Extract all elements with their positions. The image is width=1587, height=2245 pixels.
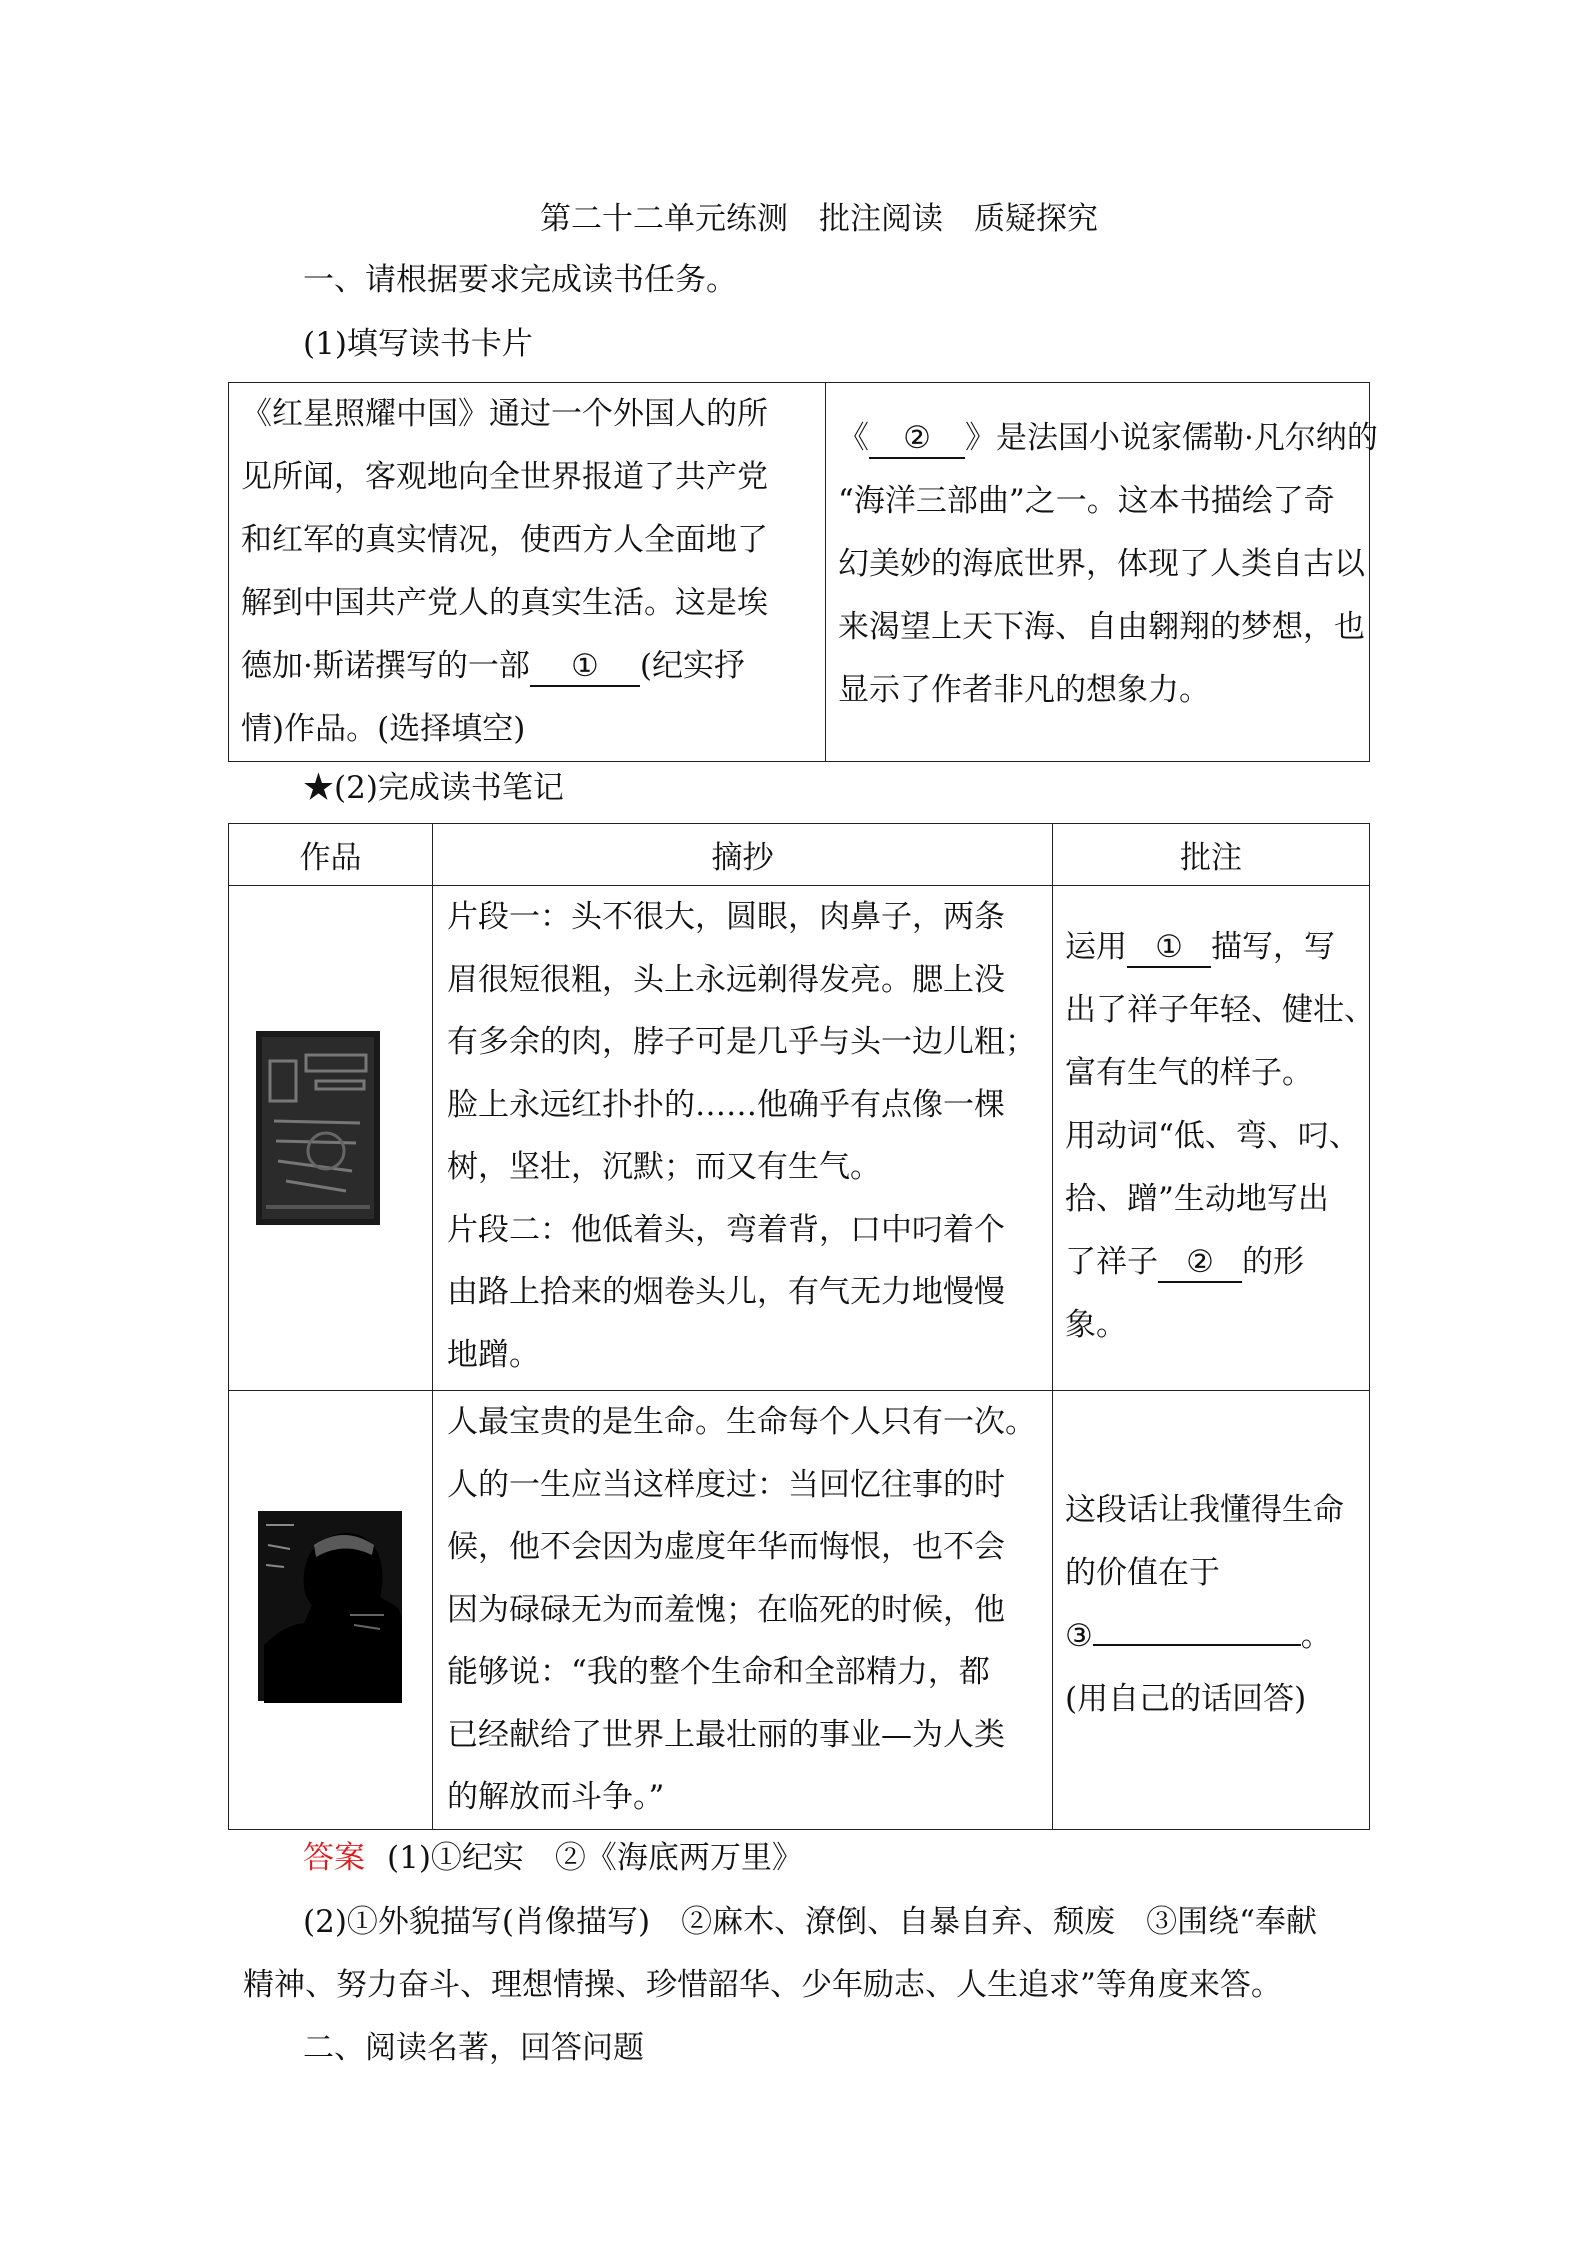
row2-work-cell: [229, 1391, 433, 1830]
row1-annotation-cell: [1053, 886, 1375, 1391]
text-fragment: 《: [838, 420, 869, 456]
fill-blank-1[interactable]: ①: [530, 648, 640, 687]
card-left-line: 解到中国共产党人的真实生活。这是埃: [241, 585, 768, 621]
excerpt-line: 地蹭。: [447, 1336, 540, 1373]
excerpt-line: 人最宝贵的是生命。生命每个人只有一次。: [447, 1404, 1036, 1440]
excerpt-line: 因为碌碌无为而羞愧；在临死的时候，他: [447, 1591, 1005, 1628]
annotation-line: 的价值在于: [1065, 1555, 1220, 1591]
card-right-line: “海洋三部曲”之一。这本书描绘了奇: [838, 483, 1335, 519]
text-fragment: 。: [1300, 1618, 1332, 1654]
card-right-line: 显示了作者非凡的想象力。: [838, 672, 1210, 708]
card-left-cell: [229, 383, 826, 762]
row2-annotation-cell: [1053, 1391, 1370, 1830]
text-fragment: 》是法国小说家儒勒·凡尔纳的: [965, 420, 1378, 456]
card-left-line: 《红星照耀中国》通过一个外国人的所: [241, 396, 768, 432]
text-fragment: ③: [1065, 1618, 1093, 1654]
fill-blank-3[interactable]: ①: [1127, 929, 1211, 968]
annotation-line: [1065, 1605, 1357, 1668]
text-fragment: (纪实抒: [639, 648, 745, 684]
answer-line-1: [303, 1832, 803, 1877]
book-cover-image: [256, 1031, 380, 1225]
text-fragment: 德加·斯诺撰写的一部: [241, 648, 530, 684]
card-right-line: 来渴望上天下海、自由翱翔的梦想，也: [838, 609, 1365, 645]
task-2-label: ★(2)完成读书笔记: [303, 770, 564, 806]
excerpt-line: 已经献给了世界上最壮丽的事业—为人类: [447, 1716, 1005, 1753]
annotation-line: [1065, 1231, 1357, 1294]
excerpt-line: 片段一：头不很大，圆眼，肉鼻子，两条: [447, 899, 1005, 935]
card-right-cell: [826, 383, 1378, 762]
excerpt-line: 的解放而斗争。”: [447, 1779, 665, 1815]
annotation-line: 这段话让我懂得生命: [1065, 1492, 1344, 1528]
excerpt-line: 有多余的肉，脖子可是几乎与头一边儿粗；: [447, 1024, 1036, 1060]
text-fragment: 运用: [1065, 929, 1127, 965]
portrait-silhouette-image: [254, 1505, 406, 1703]
excerpt-line: 候，他不会因为虚度年华而悔恨，也不会: [447, 1529, 1005, 1565]
excerpt-line: 人的一生应当这样度过：当回忆往事的时: [447, 1466, 1005, 1503]
annotation-line: 用动词“低、弯、叼、: [1065, 1118, 1360, 1154]
row1-excerpt-cell: [433, 886, 1053, 1391]
header-annotation: 批注: [1053, 824, 1370, 886]
reading-card-table: [228, 382, 1378, 762]
answer-text: (1)①纪实 ②《海底两万里》: [387, 1840, 803, 1876]
excerpt-line: 树，坚壮，沉默；而又有生气。: [447, 1149, 881, 1185]
header-excerpt: 摘抄: [433, 824, 1053, 886]
answer-label: 答案: [303, 1840, 365, 1876]
text-fragment: 了祥子: [1065, 1244, 1158, 1280]
task-1-label: (1)填写读书卡片: [303, 326, 533, 362]
annotation-line: (用自己的话回答): [1065, 1681, 1307, 1717]
text-fragment: 描写，写: [1211, 929, 1335, 965]
excerpt-line: 脸上永远红扑扑的……他确乎有点像一棵: [447, 1086, 1005, 1123]
card-left-line: 见所闻，客观地向全世界报道了共产党: [241, 459, 768, 495]
card-right-line: [838, 407, 1378, 470]
annotation-line: 出了祥子年轻、健壮、: [1065, 992, 1375, 1028]
excerpt-line: 片段二：他低着头，弯着背，口中叼着个: [447, 1211, 1005, 1248]
fill-blank-2[interactable]: ②: [869, 420, 965, 459]
card-right-line: 幻美妙的海底世界，体现了人类自古以: [838, 546, 1365, 582]
page-title: 第二十二单元练测 批注阅读 质疑探究: [540, 201, 1098, 237]
header-work: 作品: [229, 824, 433, 886]
card-left-line: 情)作品。(选择填空): [241, 711, 526, 747]
row1-work-cell: [229, 886, 433, 1391]
excerpt-line: 能够说：“我的整个生命和全部精力，都: [447, 1654, 990, 1690]
annotation-line: [1065, 916, 1357, 979]
excerpt-line: 由路上拾来的烟卷头儿，有气无力地慢慢: [447, 1274, 1005, 1310]
section-heading-1: 一、请根据要求完成读书任务。: [303, 262, 737, 298]
answer-line-3: 精神、努力奋斗、理想情操、珍惜韶华、少年励志、人生追求”等角度来答。: [243, 1967, 1282, 2003]
answer-line-2: (2)①外貌描写(肖像描写) ②麻木、潦倒、自暴自弃、颓废 ③围绕“奉献: [303, 1904, 1317, 1940]
card-left-line: 和红军的真实情况，使西方人全面地了: [241, 522, 768, 558]
card-left-line: [241, 635, 813, 698]
row2-excerpt-cell: [433, 1391, 1053, 1830]
section-heading-2: 二、阅读名著，回答问题: [303, 2030, 644, 2066]
annotation-line: 拾、蹭”生动地写出: [1065, 1181, 1329, 1217]
fill-blank-4[interactable]: ②: [1158, 1244, 1242, 1283]
fill-blank-5[interactable]: [1093, 1644, 1301, 1646]
annotation-line: 富有生气的样子。: [1065, 1055, 1313, 1091]
excerpt-line: 眉很短很粗，头上永远剃得发亮。腮上没: [447, 961, 1005, 998]
annotation-line: 象。: [1065, 1307, 1127, 1343]
text-fragment: 的形: [1242, 1244, 1304, 1280]
reading-notes-table: [228, 823, 1375, 1830]
